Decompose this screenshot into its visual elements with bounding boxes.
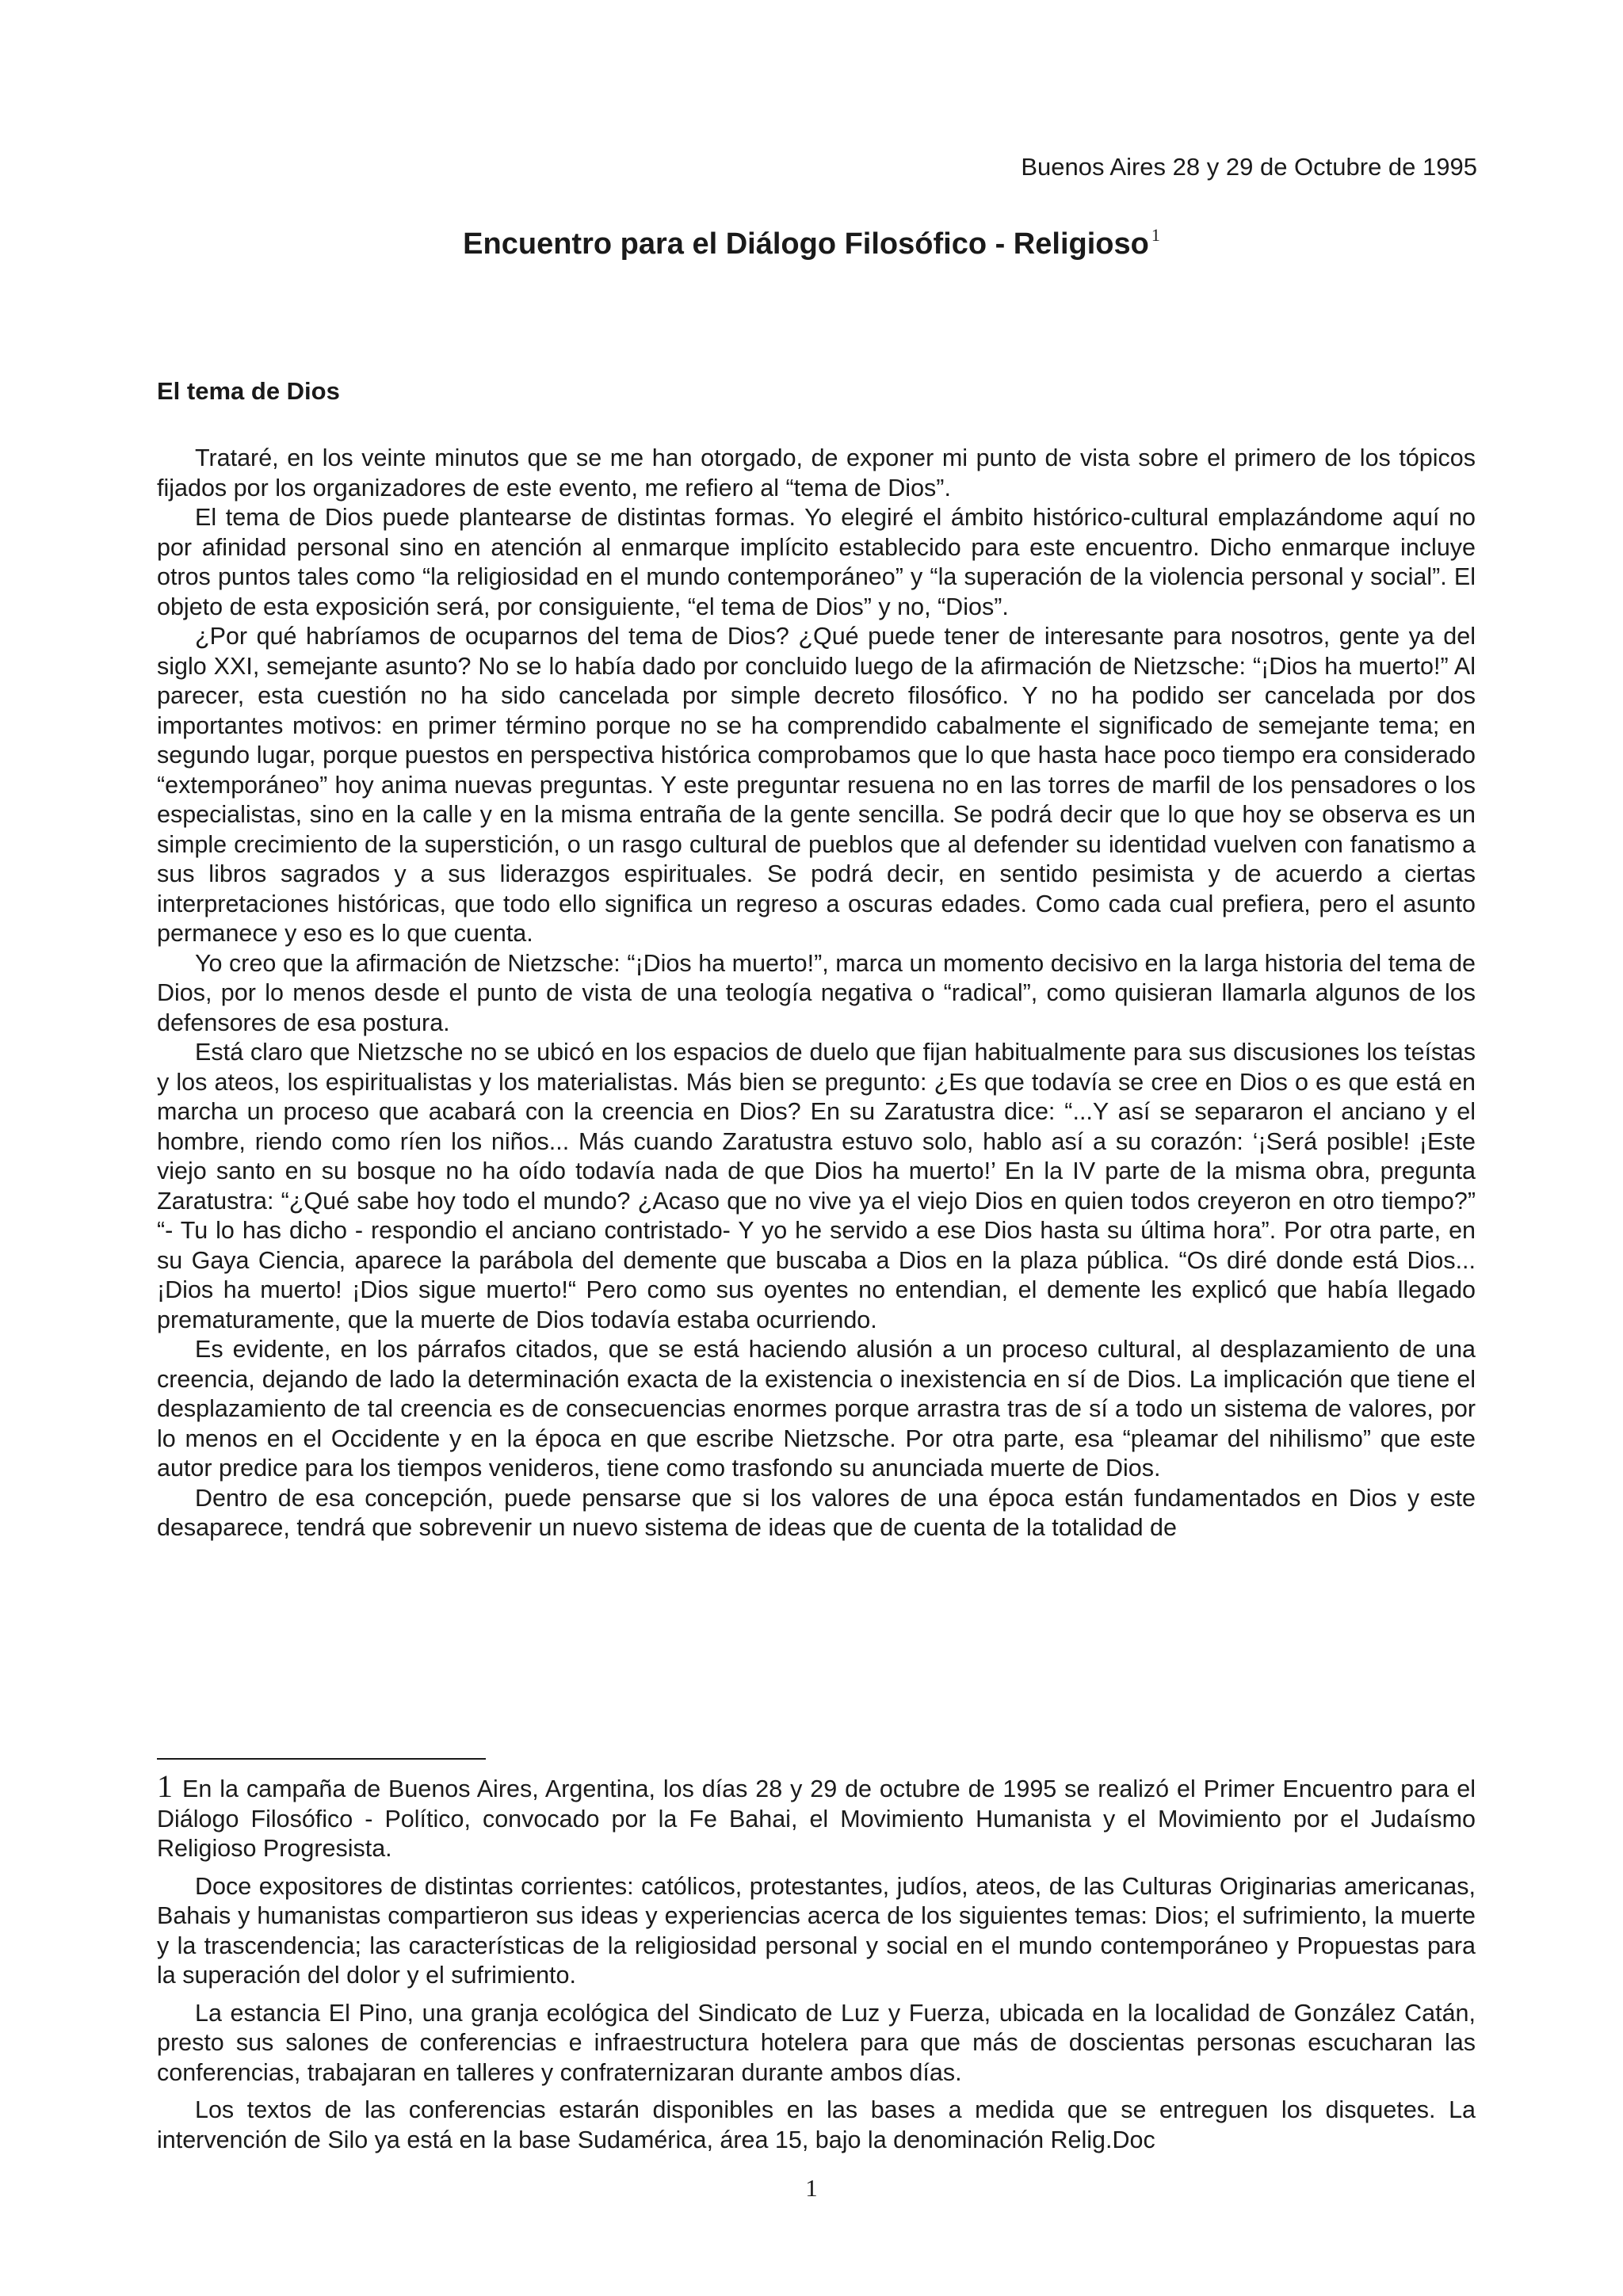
footnote-paragraph: Los textos de las conferencias estarán disponibles en las bases a medida que se entreguen los disquetes. La intervención de Silo ya está en la base Sudamérica, área 15, bajo la denominación Relig.Doc	[157, 2096, 1476, 2153]
dateline: Buenos Aires 28 y 29 de Octubre de 1995	[1021, 153, 1477, 181]
footnote-paragraph: Doce expositores de distintas corrientes: católicos, protestantes, judíos, ateos, de las Culturas Originarias americanas, Bahais y humanistas compartieron sus ideas y experiencias acerca de los siguientes temas: Dios; el sufrimiento, la muerte y la trascendencia; las características de la religiosidad personal y social en el mundo contemporáneo y Propuestas para la superación del dolor y el sufrimiento.	[157, 1872, 1476, 1989]
page-number: 1	[805, 2174, 818, 2202]
body-paragraph: Está claro que Nietzsche no se ubicó en los espacios de duelo que fijan habitualmente para sus discusiones los teístas y los ateos, los espiritualistas y los materialistas. Más bien se pregunto: ¿Es que todavía se cree en Dios o es que está en marcha un proceso que acabará con la creencia en Dios? En su Zaratustra dice: “...Y así se separaron el anciano y el hombre, riendo como ríen los niños... Más cuando Zaratustra estuvo solo, hablo así a su corazón: ‘¡Será posible! ¡Este viejo santo en su bosque no ha oído todavía nada de que Dios ha muerto!’ En la IV parte de la misma obra, pregunta Zaratustra: “¿Qué sabe hoy todo el mundo? ¿Acaso que no vive ya el viejo Dios en quien todos creyeron en otro tiempo?” “- Tu lo has dicho - respondio el anciano contristado- Y yo he servido a ese Dios hasta su última hora”. Por otra parte, en su Gaya Ciencia, aparece la parábola del demente que buscaba a Dios en la plaza pública. “Os diré donde está Dios... ¡Dios ha muerto! ¡Dios sigue muerto!“ Pero como sus oyentes no entendian, el demente les explicó que había llegado prematuramente, que la muerte de Dios todavía estaba ocurriendo.	[157, 1039, 1476, 1333]
footnote-divider	[157, 1758, 486, 1760]
body-paragraph: El tema de Dios puede plantearse de distintas formas. Yo elegiré el ámbito histórico-cultural emplazándome aquí no por afinidad personal sino en atención al enmarque implícito establecido para este encuentro. Dicho enmarque incluye otros puntos tales como “la religiosidad en el mundo contemporáneo” y “la superación de la violencia personal y social”. El objeto de esta exposición será, por consiguiente, “el tema de Dios” y no, “Dios”.	[157, 504, 1476, 620]
title-footnote-ref[interactable]: 1	[1151, 225, 1160, 245]
body-paragraph: Trataré, en los veinte minutos que se me han otorgado, de exponer mi punto de vista sobre el primero de los tópicos fijados por los organizadores de este evento, me refiero al “tema de Dios”.	[157, 444, 1476, 502]
body-paragraph: Dentro de esa concepción, puede pensarse que si los valores de una época están fundamentados en Dios y este desaparece, tendrá que sobrevenir un nuevo sistema de ideas que de cuenta de la totalidad de	[157, 1484, 1476, 1541]
body-paragraph: ¿Por qué habríamos de ocuparnos del tema de Dios? ¿Qué puede tener de interesante para nosotros, gente ya del siglo XXI, semejante asunto? No se lo había dado por concluido luego de la afirmación de Nietzsche: “¡Dios ha muerto!” Al parecer, esta cuestión no ha sido cancelada por simple decreto filosófico. Y no ha podido ser cancelada por dos importantes motivos: en primer término porque no se ha comprendido cabalmente el significado de semejante tema; en segundo lugar, porque puestos en perspectiva histórica comprobamos que lo que hasta hace poco tiempo era considerado “extemporáneo” hoy anima nuevas preguntas. Y este preguntar resuena no en las torres de marfil de los pensadores o los especialistas, sino en la calle y en la misma entraña de la gente sencilla. Se podrá decir que lo que hoy se observa es un simple crecimiento de la superstición, o un rasgo cultural de pueblos que al defender su identidad vuelven con fanatismo a sus libros sagrados y a sus liderazgos espirituales. Se podrá decir, en sentido pesimista y de acuerdo a ciertas interpretaciones históricas, que todo ello significa un regreso a oscuras edades. Como cada cual prefiera, pero el asunto permanece y eso es lo que cuenta.	[157, 623, 1476, 947]
footnote-marker: 1	[157, 1768, 173, 1804]
footnote-text: En la campaña de Buenos Aires, Argentina, los días 28 y 29 de octubre de 1995 se realizó el Primer Encuentro para el Diálogo Filosófico - Político, convocado por la Fe Bahai, el Movimiento Humanista y el Movimiento por el Judaísmo Religioso Progresista.	[157, 1775, 1476, 1862]
body-text	[157, 444, 1476, 1543]
body-paragraph: Yo creo que la afirmación de Nietzsche: “¡Dios ha muerto!”, marca un momento decisivo en la larga historia del tema de Dios, por lo menos desde el punto de vista de una teología negativa o “radical”, como quisieran llamarla algunos de los defensores de esa postura.	[157, 949, 1476, 1036]
page-title	[0, 225, 1623, 263]
footnote-paragraph: La estancia El Pino, una granja ecológica del Sindicato de Luz y Fuerza, ubicada en la localidad de González Catán, presto sus salones de conferencias e infraestructura hotelera para que más de doscientas personas escucharan las conferencias, trabajaran en talleres y confraternizaran durante ambos días.	[157, 1999, 1476, 2086]
body-paragraph: Es evidente, en los párrafos citados, que se está haciendo alusión a un proceso cultural, al desplazamiento de una creencia, dejando de lado la determinación exacta de la existencia o inexistencia en sí de Dios. La implicación que tiene el desplazamiento de tal creencia es de consecuencias enormes porque arrastra tras de sí a todo un sistema de valores, por lo menos en el Occidente y en la época en que escribe Nietzsche. Por otra parte, esa “pleamar del nihilismo” que este autor predice para los tiempos venideros, tiene como trasfondo su anunciada muerte de Dios.	[157, 1336, 1476, 1482]
title-text: Encuentro para el Diálogo Filosófico - Religioso	[463, 227, 1149, 261]
section-heading: El tema de Dios	[157, 377, 340, 405]
footnotes	[157, 1768, 1476, 2163]
footnote-paragraph	[157, 1768, 1476, 1864]
